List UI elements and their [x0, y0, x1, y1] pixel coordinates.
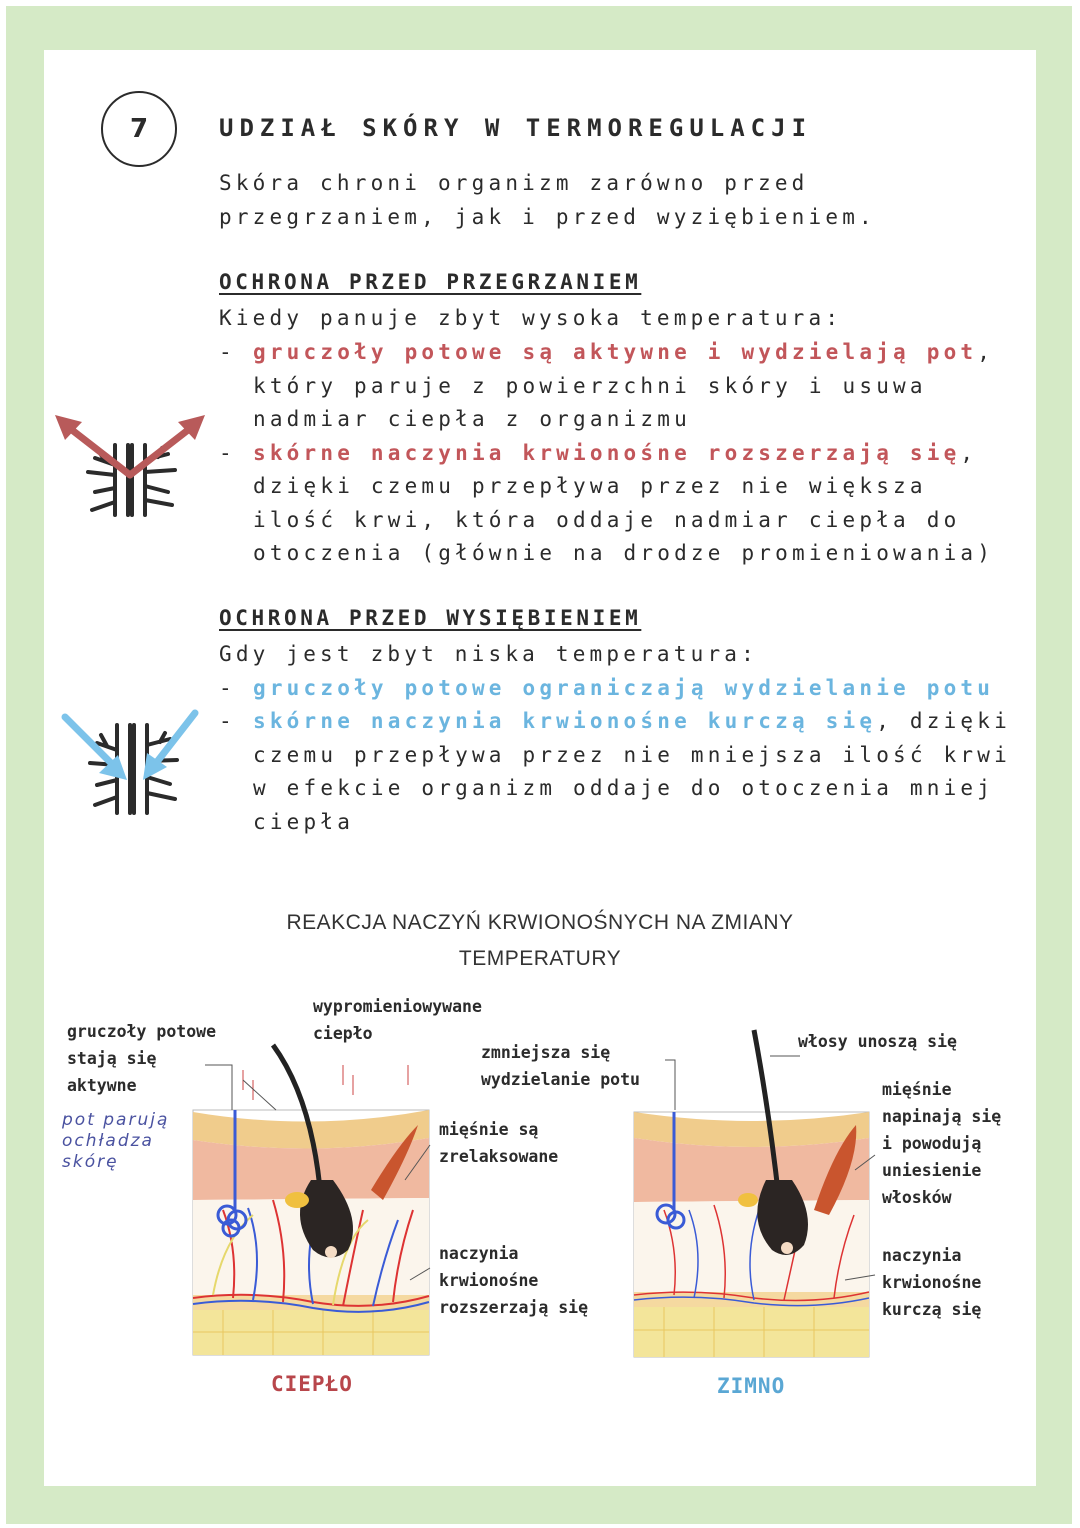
cooling-heading: OCHRONA PRZED WYSIĘBIENIEM [219, 606, 642, 630]
page-title: UDZIAŁ SKÓRY W TERMOREGULACJI [219, 114, 813, 142]
overheating-bullet-1: gruczoły potowe są aktywne i wydzielają pot, [253, 340, 995, 364]
overheating-bullet-2-line: otoczenia (głównie na drodze promieniowania) [253, 541, 995, 565]
overheating-heading: OCHRONA PRZED PRZEGRZANIEM [219, 270, 642, 294]
cooling-lead: Gdy jest zbyt niska temperatura: [219, 642, 758, 666]
diagram-title: REAKCJA NACZYŃ KRWIONOŚNYCH NA ZMIANY TEMPERATURY [286, 911, 794, 970]
label-vessels-dilate: naczynia krwionośne rozszerzają się [439, 1244, 589, 1317]
cooling-bullet-2-line: czemu przepływa przez nie mniejsza ilość krwi [253, 743, 1011, 767]
label-radiated-heat: wypromieniowywane ciepło [313, 997, 482, 1043]
overheating-lead: Kiedy panuje zbyt wysoka temperatura: [219, 306, 843, 330]
overheating-bullet-1-line: który paruje z powierzchni skóry i usuwa [253, 374, 927, 398]
vessels-dilate-text: skórne naczynia krwionośne rozszerzają się [253, 441, 961, 465]
handwritten-note: pot parują ochładza skórę [62, 1110, 170, 1172]
sweat-active-text: gruczoły potowe są aktywne i wydzielają pot [253, 340, 978, 364]
intro-line-2: przegrzaniem, jak i przed wyziębieniem. [219, 205, 876, 229]
label-muscles-relaxed: mięśnie są zrelaksowane [439, 1120, 559, 1166]
caption-cold: ZIMNO [717, 1374, 786, 1398]
overheating-bullet-2-line: dzięki czemu przepływa przez nie większa [253, 474, 927, 498]
label-muscles-tense: mięśnie napinają się i powodują uniesienie włosków [882, 1080, 1002, 1207]
sweat-reduced-text: gruczoły potowe ograniczają wydzielanie potu [253, 676, 995, 700]
intro-line-1: Skóra chroni organizm zarówno przed [219, 171, 809, 195]
bullet-dash: - [219, 340, 236, 364]
bullet-dash: - [219, 441, 236, 465]
cooling-bullet-2-line: w efekcie organizm oddaje do otoczenia mniej [253, 776, 995, 800]
cooling-bullet-2: skórne naczynia krwionośne kurczą się, dzięki [253, 709, 1011, 733]
vessels-constrict-text: skórne naczynia krwionośne kurczą się [253, 709, 877, 733]
label-sweat-glands-active: gruczoły potowe stają się aktywne [67, 1022, 217, 1095]
bullet-dash: - [219, 709, 236, 733]
label-vessels-constrict: naczynia krwionośne kurczą się [882, 1246, 982, 1319]
overheating-bullet-2: skórne naczynia krwionośne rozszerzają się, [253, 441, 978, 465]
bullet-dash: - [219, 676, 236, 700]
caption-warm: CIEPŁO [271, 1372, 353, 1396]
cooling-bullet-2-line: ciepła [253, 810, 355, 834]
overheating-bullet-2-line: ilość krwi, która oddaje nadmiar ciepła do [253, 508, 961, 532]
overheating-bullet-1-line: nadmiar ciepła z organizmu [253, 407, 691, 431]
label-sweat-reduced: zmniejsza się wydzielanie potu [481, 1043, 640, 1089]
section-number: 7 [129, 114, 149, 144]
label-hair-raised: włosy unoszą się [798, 1032, 957, 1051]
